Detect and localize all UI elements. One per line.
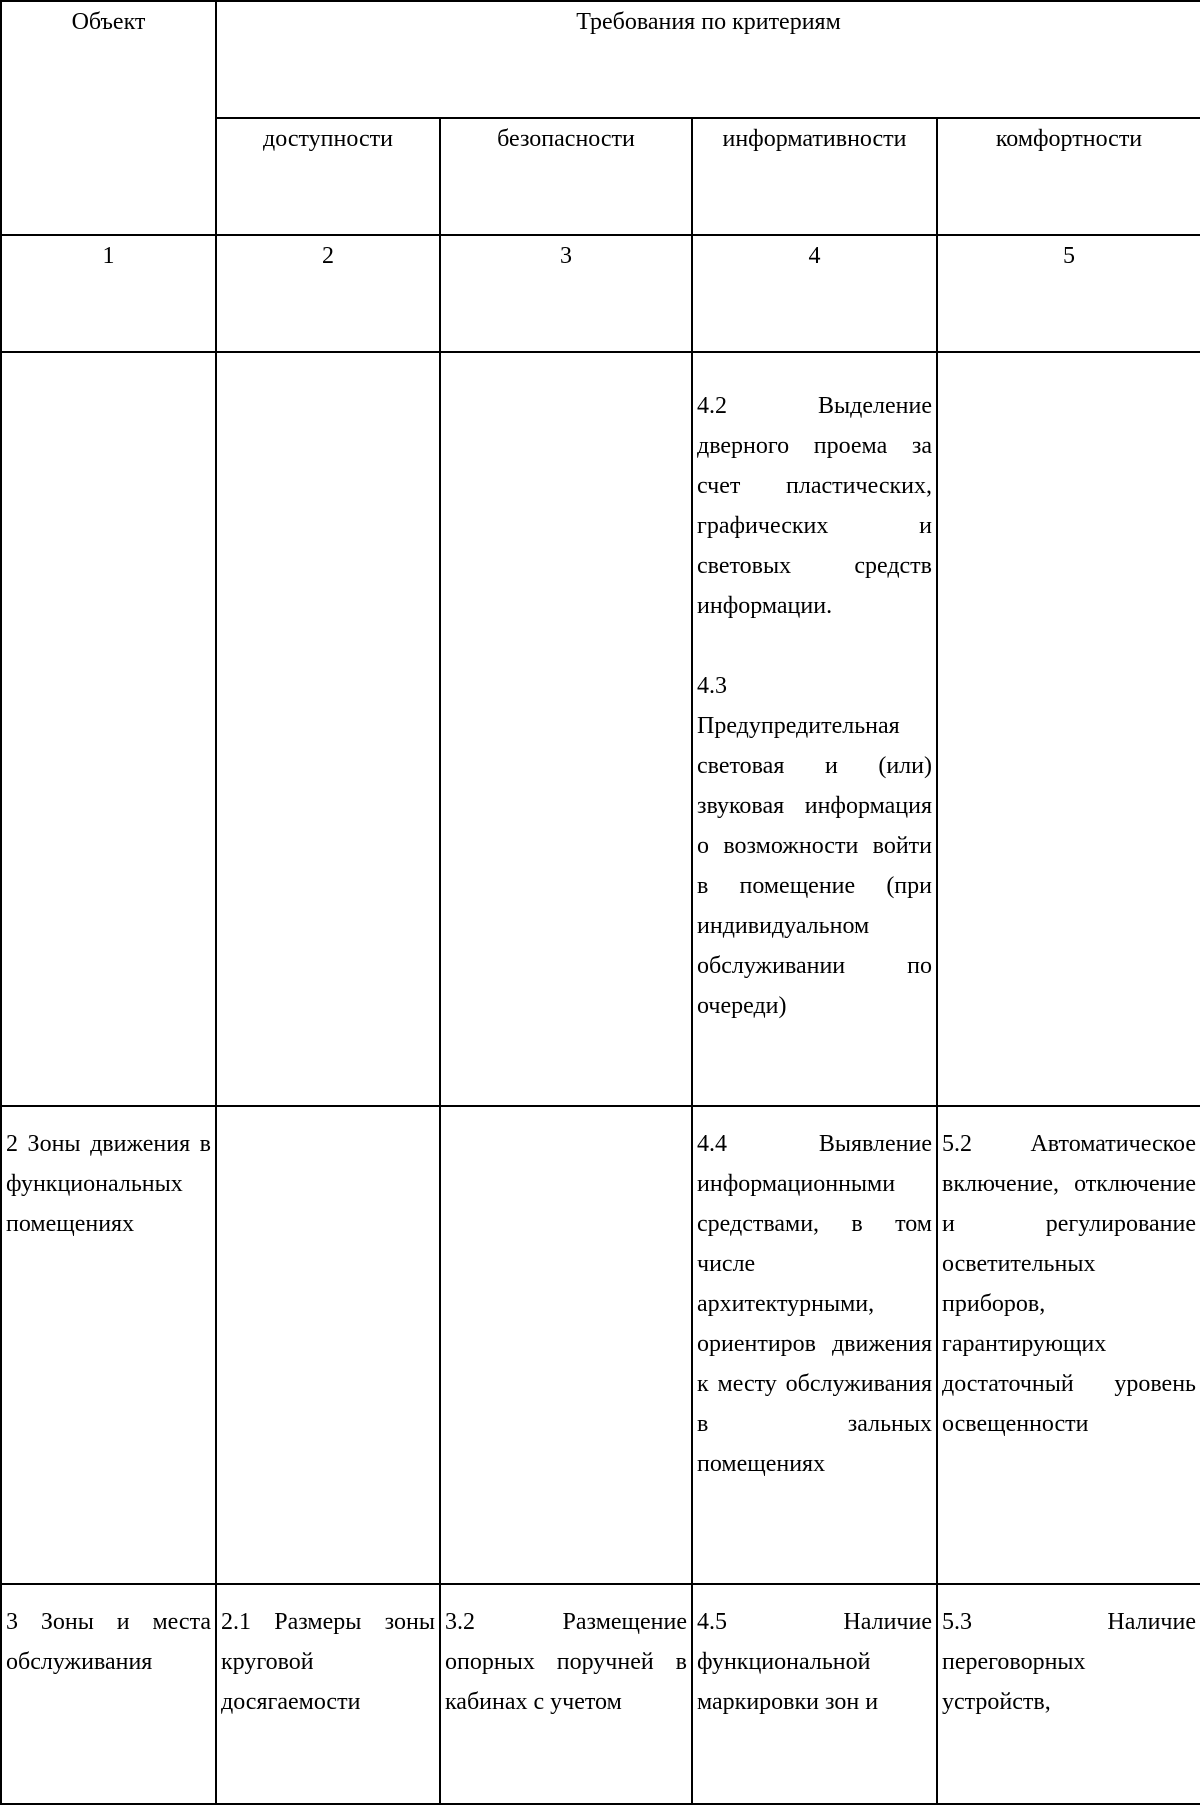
item-4-5: 4.5 Наличие функциональной маркировки зон и: [697, 1609, 932, 1715]
row2-informativeness: [692, 1106, 937, 1584]
item-5-2: 5.2 Автоматическое включение, отключение и регулирование осветительных приборов, гарантирующих достаточный уровень освещенности: [942, 1131, 1196, 1437]
row2-comfort: [937, 1106, 1200, 1584]
header-criteria-group: Требования по критериям: [216, 1, 1200, 118]
row2-accessibility: [216, 1106, 440, 1584]
table-row: [1, 1106, 1200, 1584]
row1-comfort: [937, 352, 1200, 1106]
header-accessibility: доступности: [216, 118, 440, 235]
column-number-5: 5: [937, 235, 1200, 352]
row2-object-text: 2 Зоны движения в функциональных помещениях: [6, 1131, 211, 1237]
item-4-3: 4.3 Предупредительная световая и (или) звуковая информация о возможности войти в помещение (при индивидуальном обслуживании по очереди): [697, 673, 932, 1019]
row3-object-text: 3 Зоны и места обслуживания: [6, 1609, 211, 1675]
row1-object: [1, 352, 216, 1106]
row1-accessibility: [216, 352, 440, 1106]
row1-safety: [440, 352, 692, 1106]
item-3-2: 3.2 Размещение опорных поручней в кабинах с учетом: [445, 1609, 687, 1715]
table-row: [1, 352, 1200, 1106]
row3-object: [1, 1584, 216, 1804]
item-4-2: 4.2 Выделение дверного проема за счет пластических, графических и световых средств информации.: [697, 393, 932, 619]
header-row-top: [1, 1, 1200, 118]
header-safety: безопасности: [440, 118, 692, 235]
row3-safety: [440, 1584, 692, 1804]
row2-object: [1, 1106, 216, 1584]
column-number-4: 4: [692, 235, 937, 352]
item-4-4: 4.4 Выявление информационными средствами, в том числе архитектурными, ориентиров движения к месту обслуживания в зальных помещениях: [697, 1131, 932, 1477]
item-2-1: 2.1 Размеры зоны круговой досягаемости: [221, 1609, 435, 1715]
column-number-2: 2: [216, 235, 440, 352]
column-number-3: 3: [440, 235, 692, 352]
header-comfort: комфортности: [937, 118, 1200, 235]
table-row: [1, 1584, 1200, 1804]
row2-safety: [440, 1106, 692, 1584]
column-number-1: 1: [1, 235, 216, 352]
header-object: Объект: [1, 1, 216, 235]
item-5-3: 5.3 Наличие переговорных устройств,: [942, 1609, 1196, 1715]
row3-informativeness: [692, 1584, 937, 1804]
column-number-row: [1, 235, 1200, 352]
header-informativeness: информативности: [692, 118, 937, 235]
row1-informativeness: [692, 352, 937, 1106]
row3-accessibility: [216, 1584, 440, 1804]
row3-comfort: [937, 1584, 1200, 1804]
